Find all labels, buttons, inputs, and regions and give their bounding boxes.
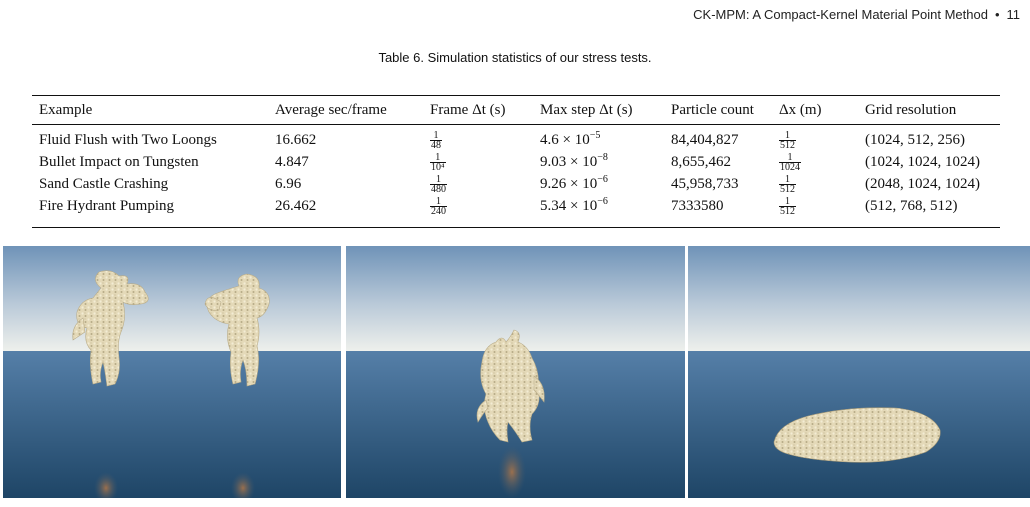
fraction (430, 197, 447, 216)
fraction-numerator: 1 (436, 174, 441, 185)
table-row (32, 124, 1000, 151)
fraction-denominator: 512 (780, 206, 795, 217)
cell-particle-count: 7333580 (671, 198, 724, 214)
fraction-denominator: 240 (431, 206, 446, 217)
fraction (430, 175, 447, 194)
mantissa: 5.34 (540, 198, 567, 214)
fraction-numerator: 1 (785, 196, 790, 207)
cell-frame-dt (423, 124, 533, 151)
column-header-particle-count: Particle count (671, 101, 754, 118)
cell-particle-count: 45,958,733 (671, 176, 739, 192)
cell-grid-resolution: (512, 768, 512) (865, 198, 958, 214)
column-header-grid-resolution: Grid resolution (865, 101, 957, 118)
column-header-max-step-dt: Max step Δt (s) (540, 101, 633, 118)
fraction-denominator: 48 (431, 140, 441, 151)
running-header (693, 7, 1020, 22)
mantissa: 9.26 (540, 176, 567, 192)
fraction-numerator: 1 (785, 174, 790, 185)
cell-particle-count: 84,404,827 (671, 132, 739, 148)
cell-example: Bullet Impact on Tungsten (39, 154, 199, 170)
exponent: −5 (589, 130, 601, 141)
cell-avg-sec-frame: 26.462 (275, 198, 317, 214)
simulation-statistics-table (32, 96, 1000, 217)
cell-max-step-dt: $5.34 \times 10^{-6}$ (540, 196, 608, 214)
cell-dx (772, 151, 858, 173)
fraction-numerator: 1 (433, 130, 439, 141)
cell-grid-resolution: (1024, 1024, 1024) (865, 154, 980, 170)
cell-example: Fire Hydrant Pumping (39, 198, 174, 214)
cell-max-step-dt: $9.26 \times 10^{-6}$ (540, 174, 608, 192)
cell-dx (772, 195, 858, 217)
fraction (779, 197, 796, 216)
cell-frame-dt (423, 151, 533, 173)
render-sand-castle (688, 246, 1030, 498)
mantissa: 9.03 (540, 154, 567, 170)
fraction (779, 175, 796, 194)
fraction (779, 131, 796, 150)
paper-title: CK-MPM: A Compact-Kernel Material Point Method (693, 7, 988, 22)
fraction-numerator: 1 (787, 152, 793, 163)
cell-avg-sec-frame: 16.662 (275, 132, 317, 148)
render-two-loongs (3, 246, 341, 498)
cell-example: Fluid Flush with Two Loongs (39, 132, 217, 148)
cell-grid-resolution: (1024, 512, 256) (865, 132, 965, 148)
fraction (779, 153, 801, 172)
render-figure (3, 246, 1030, 507)
column-header-example: Example (39, 101, 93, 118)
table-row (32, 151, 1000, 173)
cell-frame-dt (423, 173, 533, 195)
fraction-denominator: 480 (431, 184, 446, 195)
cell-max-step-dt: $4.6 \times 10^{-5}$ (540, 130, 601, 148)
header-separator: • (994, 7, 1000, 22)
mantissa: 4.6 (540, 132, 559, 148)
fraction-numerator: 1 (435, 152, 441, 163)
cell-max-step-dt: $9.03 \times 10^{-8}$ (540, 152, 608, 170)
fraction-numerator: 1 (785, 130, 790, 141)
column-header-avg-sec-frame: Average sec/frame (275, 101, 387, 118)
cell-grid-resolution: (2048, 1024, 1024) (865, 176, 980, 192)
render-bullet-impact (346, 246, 685, 498)
cell-particle-count: 8,655,462 (671, 154, 731, 170)
table-bottom-rule (32, 227, 1000, 228)
fraction (430, 153, 446, 172)
cell-avg-sec-frame: 4.847 (275, 154, 309, 170)
render-image (3, 246, 341, 498)
page-number: 11 (1006, 7, 1020, 22)
render-image (688, 246, 1030, 498)
cell-dx (772, 124, 858, 151)
table-row (32, 173, 1000, 195)
cell-frame-dt (423, 195, 533, 217)
exponent: −8 (597, 152, 608, 163)
cell-avg-sec-frame: 6.96 (275, 176, 302, 192)
fraction-denominator: 512 (780, 140, 795, 151)
column-header-dx: Δx (m) (779, 101, 822, 118)
fraction-denominator: 10⁴ (431, 162, 445, 173)
fraction (430, 131, 442, 150)
table-caption: Table 6. Simulation statistics of our stress tests. (378, 50, 652, 65)
exponent: −6 (597, 196, 608, 207)
table-row (32, 195, 1000, 217)
render-image (346, 246, 685, 498)
cell-example: Sand Castle Crashing (39, 176, 169, 192)
exponent: −6 (597, 174, 608, 185)
fraction-denominator: 1024 (780, 162, 800, 173)
table-header-row (32, 96, 1000, 124)
column-header-frame-dt: Frame Δt (s) (430, 101, 506, 118)
fraction-denominator: 512 (780, 184, 795, 195)
cell-dx (772, 173, 858, 195)
fraction-numerator: 1 (436, 196, 441, 207)
